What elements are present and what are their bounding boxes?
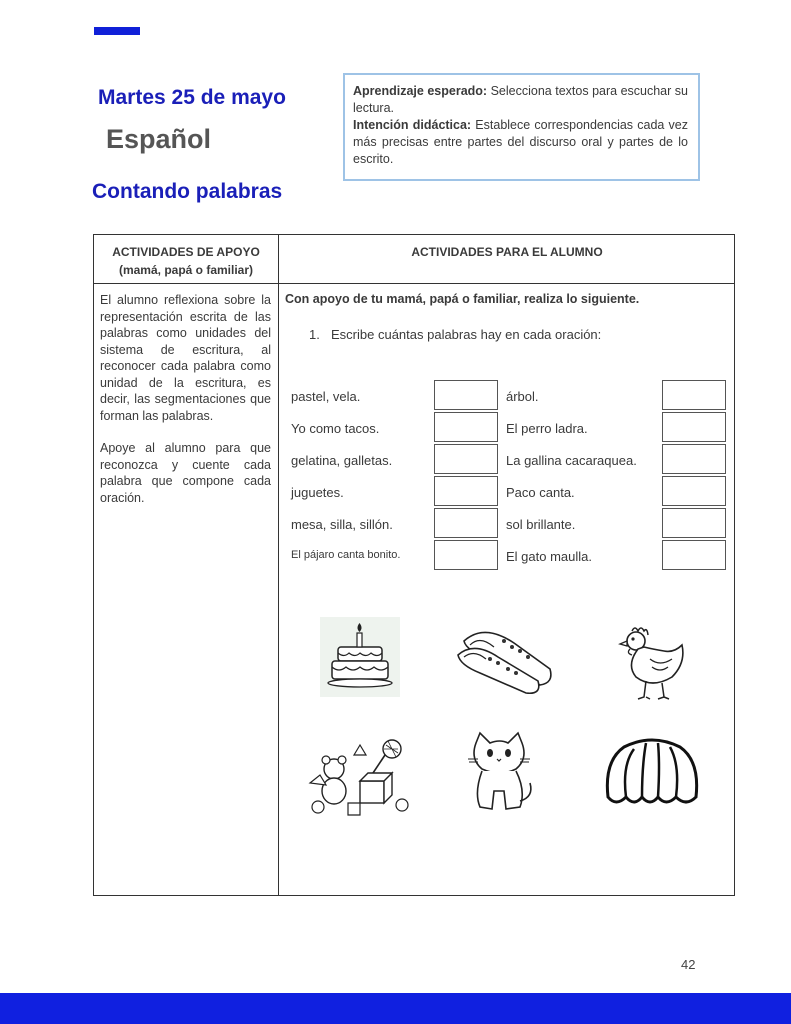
- exercise-step: [309, 327, 601, 342]
- objective-box: [343, 73, 700, 181]
- answer-box-right-5[interactable]: [662, 508, 726, 538]
- kitten-icon: [464, 731, 534, 815]
- toys-icon: [304, 733, 412, 821]
- intention-label: Intención didáctica:: [353, 118, 472, 132]
- page-date: Martes 25 de mayo: [98, 86, 286, 109]
- learning-label: Aprendizaje esperado:: [353, 84, 488, 98]
- sentence-right-1: árbol.: [506, 389, 539, 404]
- sentence-left-3: gelatina, galletas.: [291, 453, 393, 468]
- answer-box-right-2[interactable]: [662, 412, 726, 442]
- student-instruction: Con apoyo de tu mamá, papá o familiar, realiza lo siguiente.: [285, 292, 640, 306]
- jelly-mold-icon: [600, 735, 704, 811]
- subject-title: Español: [106, 124, 212, 154]
- table-header-divider: [94, 283, 734, 284]
- sentence-left-1: pastel, vela.: [291, 389, 361, 404]
- support-paragraph-1: El alumno reflexiona sobre la representación escrita de las palabras como unidades del sistema de escritura, al reconocer cada palabra como unidad de la escritura, es decir, las segmentaciones que forman las palabras.: [100, 293, 271, 423]
- answer-box-right-1[interactable]: [662, 380, 726, 410]
- table-column-divider: [278, 235, 279, 895]
- tacos-icon: [454, 621, 566, 697]
- sentence-right-4: Paco canta.: [506, 485, 575, 500]
- sentence-right-2: El perro ladra.: [506, 421, 588, 436]
- activities-table: [93, 234, 735, 896]
- header-support-activities: [94, 243, 278, 279]
- header-support-line2: (mamá, papá o familiar): [118, 263, 254, 277]
- support-column: [100, 292, 271, 522]
- sentence-right-5: sol brillante.: [506, 517, 576, 532]
- answer-box-right-6[interactable]: [662, 540, 726, 570]
- sentence-left-5: mesa, silla, sillón.: [291, 517, 393, 532]
- sentence-right-6: El gato maulla.: [506, 549, 592, 564]
- answer-box-right-3[interactable]: [662, 444, 726, 474]
- answer-box-left-5[interactable]: [434, 508, 498, 538]
- answer-box-left-4[interactable]: [434, 476, 498, 506]
- header-student-activities: ACTIVIDADES PARA EL ALUMNO: [411, 245, 603, 259]
- answer-box-left-2[interactable]: [434, 412, 498, 442]
- learning-text: Selecciona textos para escuchar su lectura.: [353, 84, 688, 115]
- lesson-title: Contando palabras: [92, 180, 283, 203]
- answer-box-right-4[interactable]: [662, 476, 726, 506]
- bottom-accent-band: [0, 993, 791, 1024]
- answer-box-left-1[interactable]: [434, 380, 498, 410]
- answer-box-left-3[interactable]: [434, 444, 498, 474]
- sentence-left-4: juguetes.: [291, 485, 344, 500]
- sentence-left-2: Yo como tacos.: [291, 421, 380, 436]
- cake-icon: [320, 617, 400, 697]
- answer-box-left-6[interactable]: [434, 540, 498, 570]
- sentence-right-3: La gallina cacaraquea.: [506, 453, 637, 468]
- intention-text: Establece correspondencias cada vez más precisas entre partes del discurso oral y partes de lo escrito.: [353, 118, 688, 166]
- header-support-line1: ACTIVIDADES DE APOYO: [112, 245, 260, 259]
- hen-icon: [612, 623, 690, 705]
- top-accent-bar: [94, 27, 140, 35]
- step-text: Escribe cuántas palabras hay en cada oración:: [331, 327, 602, 342]
- sentence-left-6: El pájaro canta bonito.: [291, 549, 401, 561]
- step-number: 1.: [309, 327, 320, 342]
- page-number: 42: [681, 957, 696, 972]
- support-paragraph-2: Apoye al alumno para que reconozca y cuente cada palabra que compone cada oración.: [100, 441, 271, 505]
